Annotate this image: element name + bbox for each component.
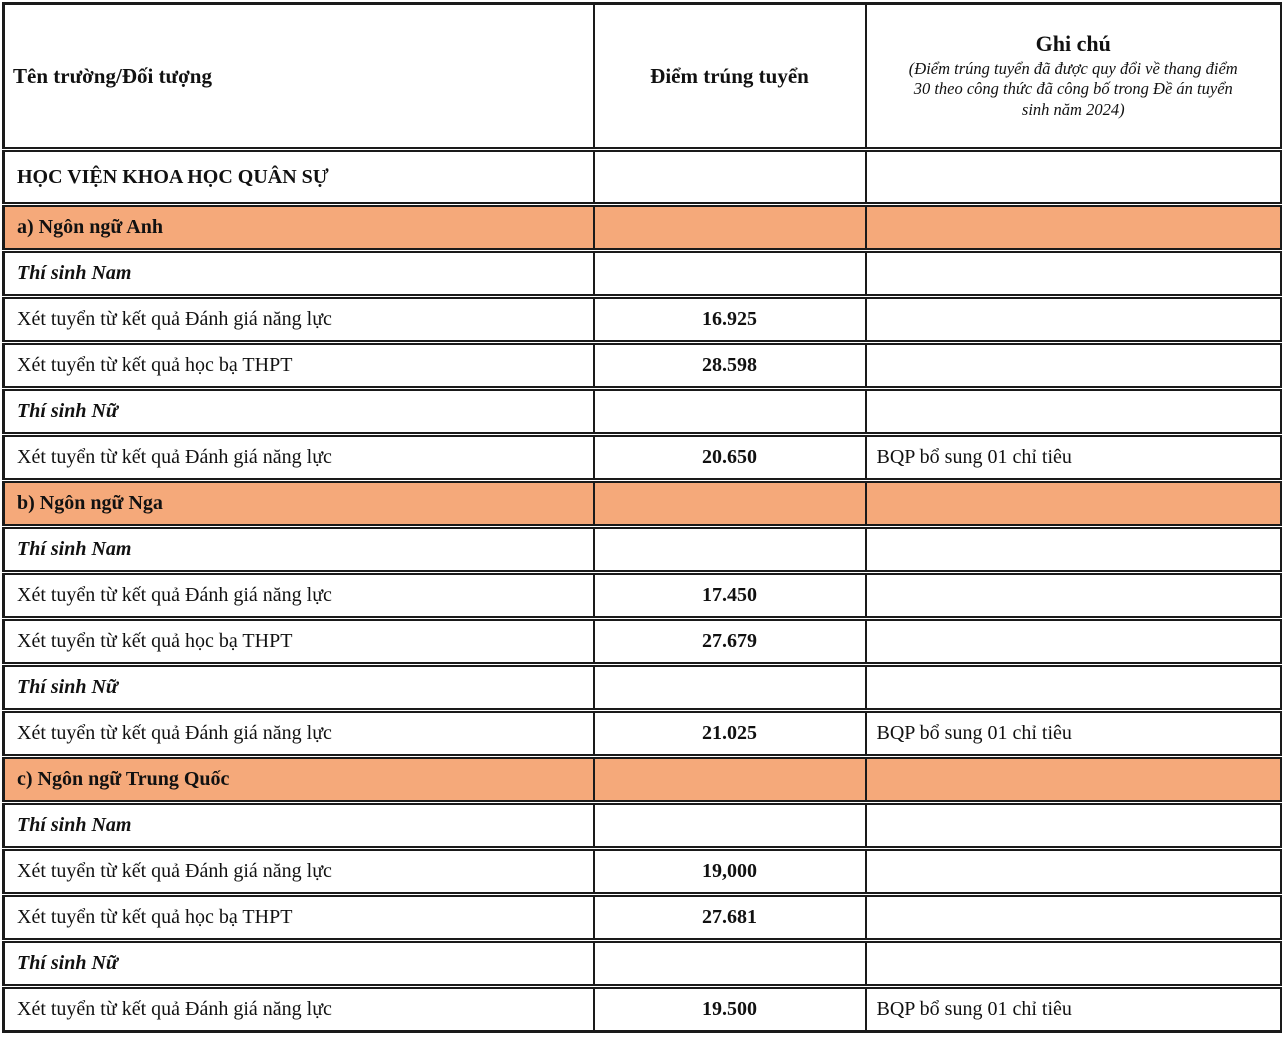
score-cell: 27.679 xyxy=(594,619,866,665)
table-row xyxy=(4,895,1282,941)
note-cell xyxy=(866,527,1282,573)
score-cell xyxy=(594,389,866,435)
section-name-cell: c) Ngôn ngữ Trung Quốc xyxy=(4,757,594,803)
note-cell xyxy=(866,389,1282,435)
table-row xyxy=(4,343,1282,389)
school-name-cell: HỌC VIỆN KHOA HỌC QUÂN SỰ xyxy=(4,150,594,205)
group-name-cell: Thí sinh Nữ xyxy=(4,941,594,987)
note-cell: BQP bổ sung 01 chỉ tiêu xyxy=(866,987,1282,1032)
group-name-cell: Thí sinh Nữ xyxy=(4,389,594,435)
group-name-cell: Thí sinh Nữ xyxy=(4,665,594,711)
note-cell: BQP bổ sung 01 chỉ tiêu xyxy=(866,711,1282,757)
score-cell xyxy=(594,941,866,987)
score-cell xyxy=(594,803,866,849)
note-cell xyxy=(866,297,1282,343)
group-name-cell: Thí sinh Nam xyxy=(4,527,594,573)
table-row xyxy=(4,757,1282,803)
column-header-school-target: Tên trường/Đối tượng xyxy=(13,63,212,88)
note-cell xyxy=(866,573,1282,619)
note-cell: BQP bổ sung 01 chỉ tiêu xyxy=(866,435,1282,481)
score-cell xyxy=(594,251,866,297)
table-row xyxy=(4,665,1282,711)
table-row xyxy=(4,150,1282,205)
criterion-name-cell: Xét tuyển từ kết quả Đánh giá năng lực xyxy=(4,297,594,343)
score-cell xyxy=(594,527,866,573)
note-header-title: Ghi chú xyxy=(1035,31,1111,57)
table-row xyxy=(4,251,1282,297)
table-row xyxy=(4,941,1282,987)
criterion-name-cell: Xét tuyển từ kết quả Đánh giá năng lực xyxy=(4,711,594,757)
criterion-name-cell: Xét tuyển từ kết quả học bạ THPT xyxy=(4,343,594,389)
score-cell: 19,000 xyxy=(594,849,866,895)
score-cell: 28.598 xyxy=(594,343,866,389)
note-cell xyxy=(866,849,1282,895)
table-row xyxy=(4,849,1282,895)
group-name-cell: Thí sinh Nam xyxy=(4,803,594,849)
table-row xyxy=(4,297,1282,343)
column-header-admission-score: Điểm trúng tuyển xyxy=(594,4,866,150)
section-name-cell: b) Ngôn ngữ Nga xyxy=(4,481,594,527)
criterion-name-cell: Xét tuyển từ kết quả học bạ THPT xyxy=(4,619,594,665)
note-cell xyxy=(866,481,1282,527)
note-cell xyxy=(866,251,1282,297)
note-cell xyxy=(866,665,1282,711)
note-cell xyxy=(866,619,1282,665)
score-cell xyxy=(594,481,866,527)
note-cell xyxy=(866,150,1282,205)
score-cell: 27.681 xyxy=(594,895,866,941)
table-row xyxy=(4,527,1282,573)
note-cell xyxy=(866,343,1282,389)
note-header-subtitle: (Điểm trúng tuyển đã được quy đổi về thang điểm 30 theo công thức đã công bố trong Đề án tuyển sinh năm 2024) xyxy=(908,58,1238,119)
note-cell xyxy=(866,895,1282,941)
score-cell xyxy=(594,205,866,251)
column-header-note xyxy=(866,4,1282,150)
score-cell: 16.925 xyxy=(594,297,866,343)
table-row xyxy=(4,619,1282,665)
table-row xyxy=(4,481,1282,527)
note-cell xyxy=(866,205,1282,251)
table-row xyxy=(4,389,1282,435)
score-cell xyxy=(594,757,866,803)
group-name-cell: Thí sinh Nam xyxy=(4,251,594,297)
table-row xyxy=(4,803,1282,849)
criterion-name-cell: Xét tuyển từ kết quả Đánh giá năng lực xyxy=(4,987,594,1032)
section-name-cell: a) Ngôn ngữ Anh xyxy=(4,205,594,251)
score-cell xyxy=(594,665,866,711)
score-cell xyxy=(594,150,866,205)
table-row xyxy=(4,573,1282,619)
note-cell xyxy=(866,941,1282,987)
table-header-row xyxy=(4,4,1282,150)
table-row xyxy=(4,987,1282,1032)
table-row xyxy=(4,205,1282,251)
note-cell xyxy=(866,757,1282,803)
criterion-name-cell: Xét tuyển từ kết quả học bạ THPT xyxy=(4,895,594,941)
score-cell: 20.650 xyxy=(594,435,866,481)
table-row xyxy=(4,435,1282,481)
table-row xyxy=(4,711,1282,757)
score-cell: 19.500 xyxy=(594,987,866,1032)
criterion-name-cell: Xét tuyển từ kết quả Đánh giá năng lực xyxy=(4,435,594,481)
score-cell: 17.450 xyxy=(594,573,866,619)
score-cell: 21.025 xyxy=(594,711,866,757)
criterion-name-cell: Xét tuyển từ kết quả Đánh giá năng lực xyxy=(4,573,594,619)
criterion-name-cell: Xét tuyển từ kết quả Đánh giá năng lực xyxy=(4,849,594,895)
admission-scores-table xyxy=(2,2,1282,1033)
note-cell xyxy=(866,803,1282,849)
